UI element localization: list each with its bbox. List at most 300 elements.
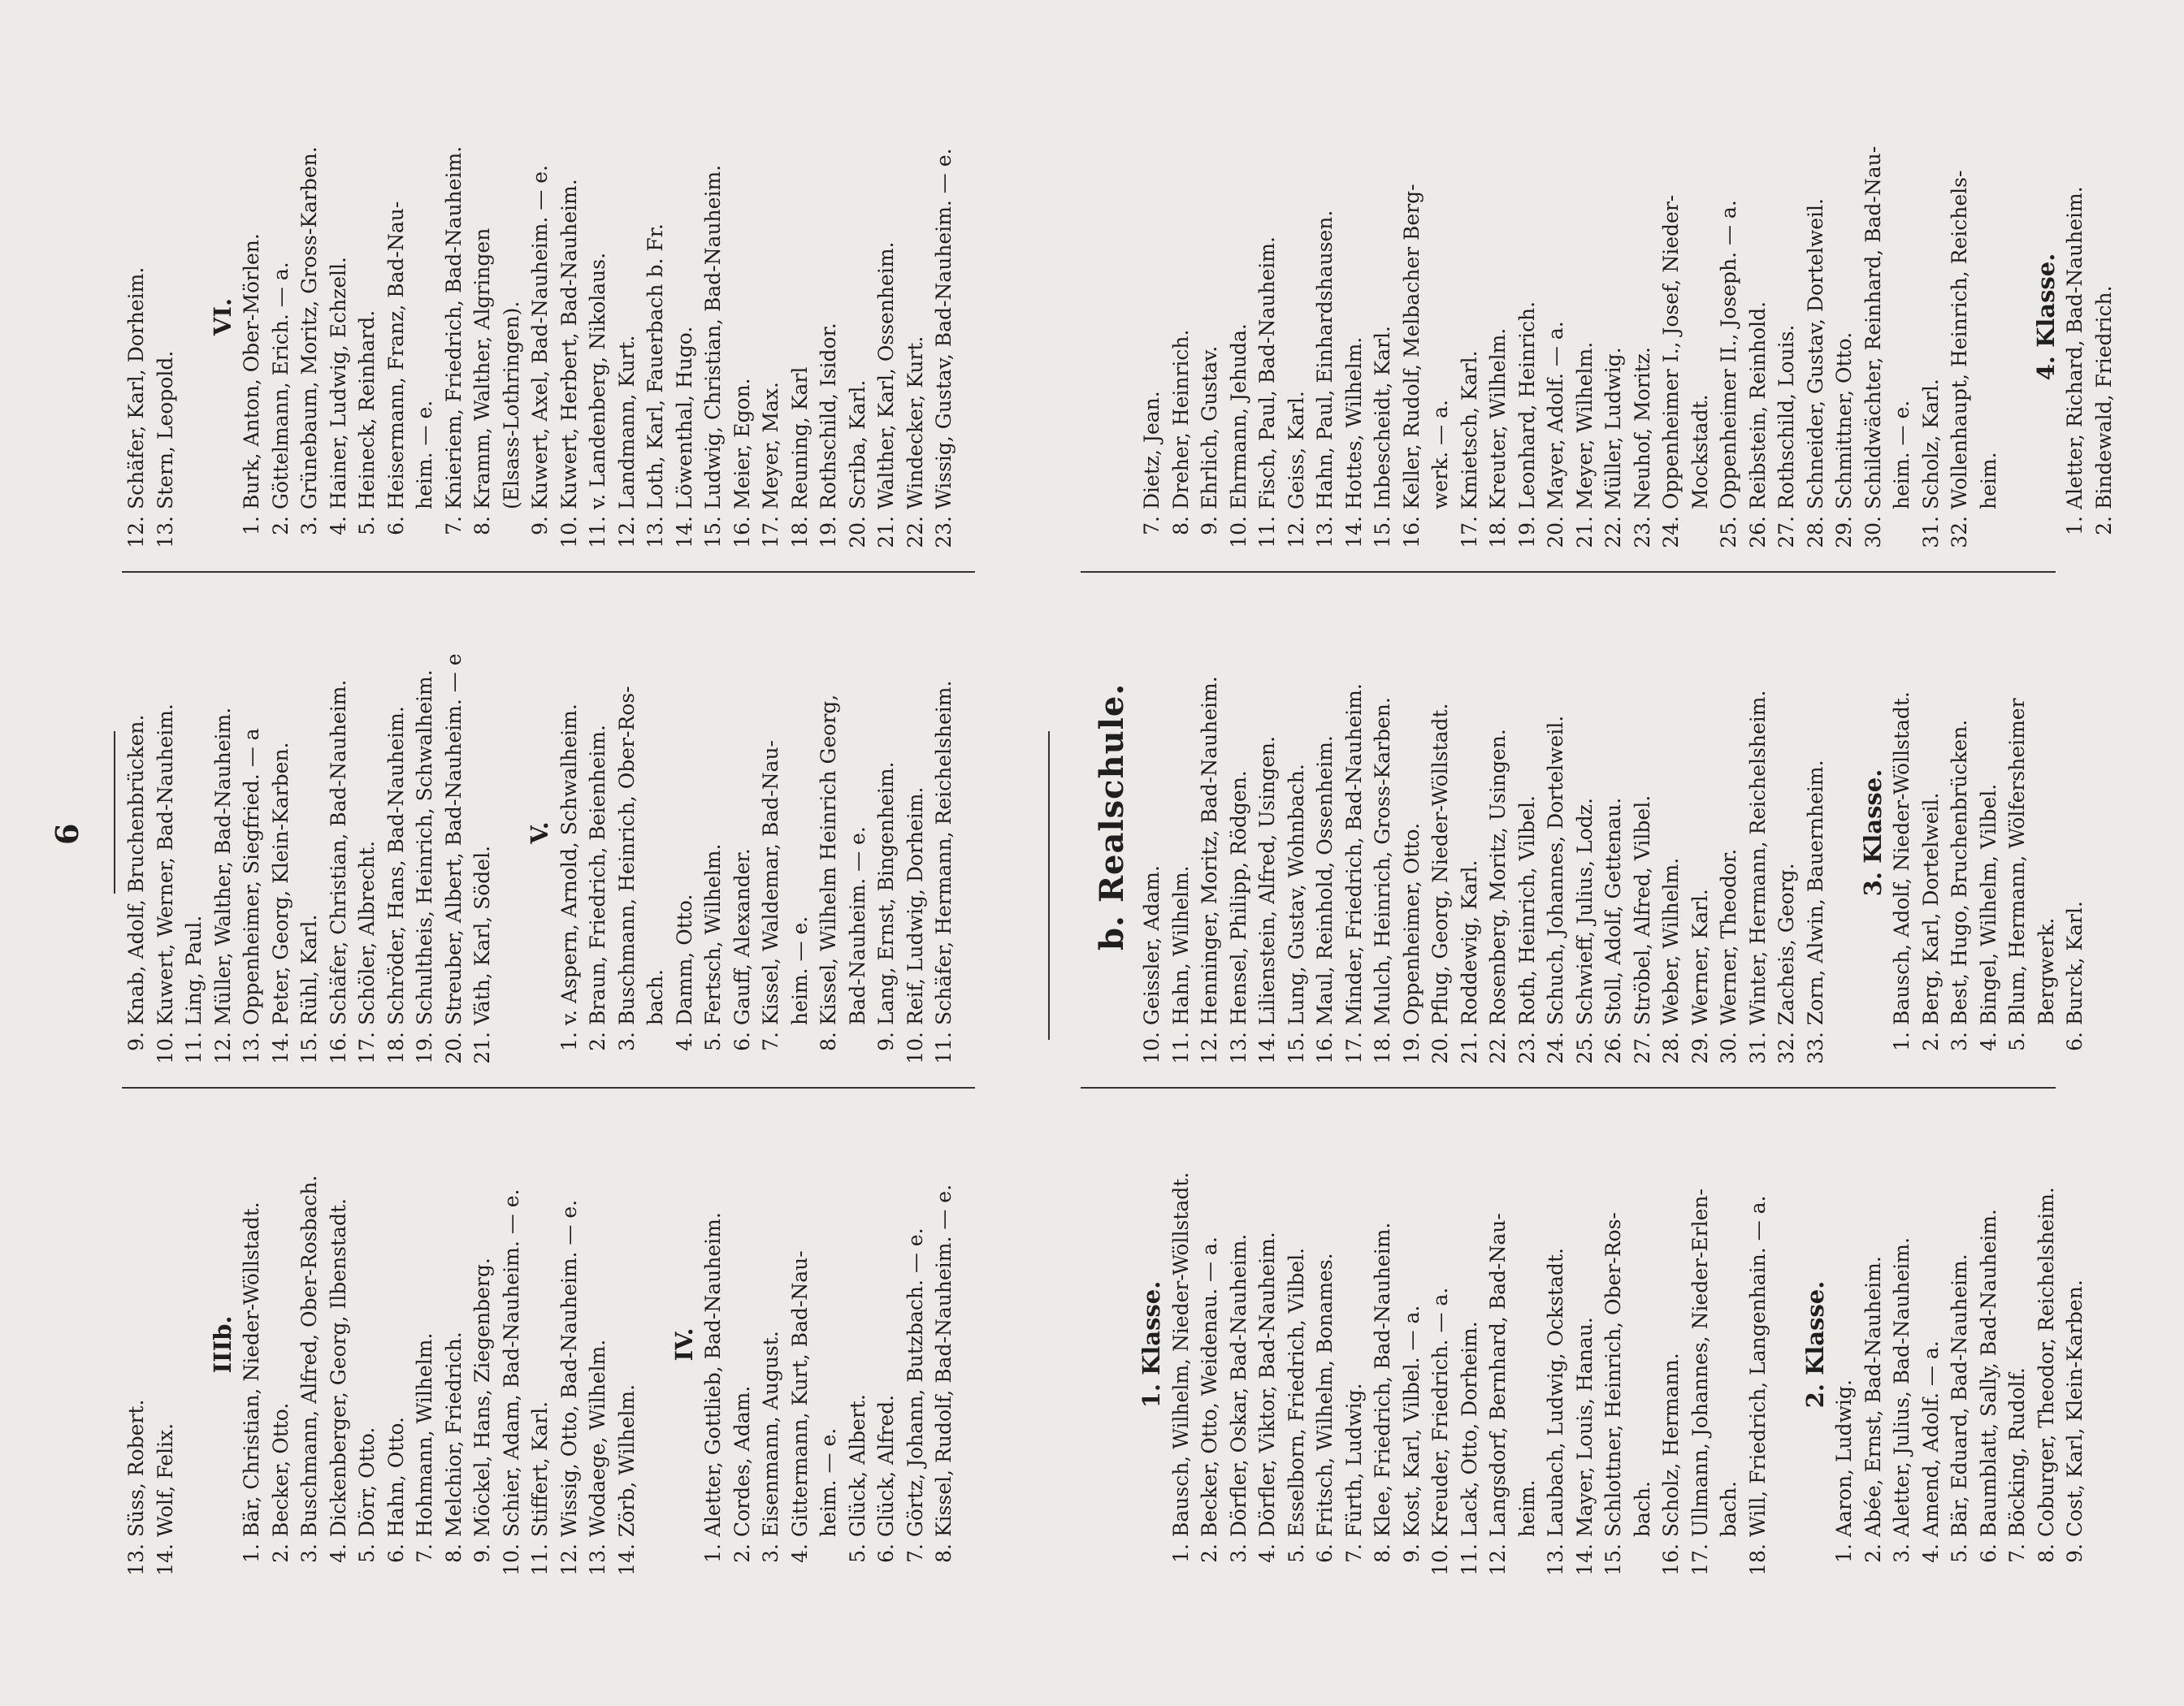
entry-text: bach. xyxy=(1630,1481,1654,1537)
entry-number: 23. xyxy=(932,516,956,548)
entry-text: Melchior, Friedrich. xyxy=(441,1331,466,1537)
entry-number: 6. xyxy=(384,516,408,535)
class-heading: V. xyxy=(526,821,553,844)
entry-number: 10. xyxy=(499,1544,523,1576)
entry-number: 10. xyxy=(153,1032,177,1064)
entry-text: Berg, Karl, Dortelweil. xyxy=(1918,792,1943,1025)
bottom-column-2 xyxy=(1138,593,2090,1072)
entry-number: 1. xyxy=(557,1032,581,1051)
entry-text: Schier, Adam, Bad-Nauheim. — e. xyxy=(499,1189,523,1537)
entry-number: 14. xyxy=(153,1544,177,1576)
entry-number: 21. xyxy=(470,1032,494,1064)
entry-number: 3. xyxy=(614,1032,639,1051)
entry-text: Oppenheimer II., Joseph. — a. xyxy=(1717,200,1740,509)
entry-text: Hottes, Wilhelm. xyxy=(1341,336,1366,509)
list-item xyxy=(1830,1105,1859,1584)
list-item xyxy=(1282,593,1311,1072)
entry-text: Zorn, Alwin, Bauernheim. xyxy=(1803,760,1827,1025)
entry-text: Bär, Eduard, Bad-Nauheim. xyxy=(1948,1254,1971,1537)
entry-number: 4. xyxy=(326,516,350,535)
entry-text: Aletter, Julius, Bad-Nauheim. xyxy=(1890,1237,1913,1537)
list-item xyxy=(583,77,613,556)
entry-number: 20. xyxy=(1544,516,1567,548)
entry-number: 9. xyxy=(2063,1544,2086,1563)
entry-number: 1. xyxy=(1832,1544,1856,1563)
entry-number: 3. xyxy=(1948,1032,1971,1051)
entry-number: 1. xyxy=(240,1544,263,1563)
list-item xyxy=(872,77,901,556)
entry-number: 23. xyxy=(1514,1032,1539,1064)
entry-text: Wolf, Felix. xyxy=(153,1422,177,1537)
list-item xyxy=(699,77,728,556)
entry-number: 11. xyxy=(182,1032,206,1064)
list-item xyxy=(1599,77,1628,556)
entry-number: 2. xyxy=(1198,1544,1221,1563)
list-item xyxy=(1628,593,1658,1072)
list-item xyxy=(1368,593,1398,1072)
list-item xyxy=(1311,593,1340,1072)
entry-number: 2. xyxy=(730,1544,754,1563)
entry-text: Streuber, Albert, Bad-Nauheim. — e xyxy=(441,653,466,1025)
list-item-continuation xyxy=(2032,593,2061,1072)
entry-text: Werner, Theodor. xyxy=(1717,848,1740,1025)
entry-number: 15. xyxy=(701,516,725,548)
list-item xyxy=(843,1105,873,1584)
header-rule xyxy=(114,731,115,894)
list-item-continuation xyxy=(843,593,873,1072)
list-item xyxy=(583,593,613,1072)
entry-number: 26. xyxy=(1601,1032,1625,1064)
entry-text: Bindewald, Friedrich. xyxy=(2091,285,2116,509)
list-item xyxy=(1513,593,1542,1072)
list-item xyxy=(526,77,555,556)
list-item xyxy=(1224,593,1254,1072)
entry-text: Böcking, Rudolf. xyxy=(2005,1367,2029,1537)
top-column-3 xyxy=(122,77,959,556)
entry-text: Schneider, Gustav, Dortelweil. xyxy=(1803,198,1827,509)
list-item xyxy=(1887,593,1917,1072)
entry-number: 17. xyxy=(1457,516,1481,548)
column-divider xyxy=(1081,1087,2056,1089)
list-item xyxy=(1859,1105,1888,1584)
list-item xyxy=(266,77,296,556)
list-item xyxy=(901,77,930,556)
list-item xyxy=(1571,593,1600,1072)
list-item xyxy=(1541,593,1571,1072)
entry-number: 6. xyxy=(2063,1032,2086,1051)
list-item xyxy=(1541,77,1571,556)
entry-number: 31. xyxy=(1918,516,1943,548)
list-item xyxy=(901,1105,930,1584)
entry-text: Gauff, Alexander. xyxy=(730,848,754,1025)
list-item xyxy=(1772,77,1801,556)
list-item xyxy=(468,593,497,1072)
list-item xyxy=(1195,593,1224,1072)
entry-number: 20. xyxy=(1428,1032,1452,1064)
list-item xyxy=(1224,77,1254,556)
entry-number: 8. xyxy=(817,1032,840,1051)
list-item-continuation xyxy=(1628,1105,1658,1584)
entry-text: Ullmann, Johannes, Nieder-Erlen- xyxy=(1688,1189,1712,1537)
list-item xyxy=(209,593,238,1072)
entry-number: 7. xyxy=(1140,516,1164,535)
entry-text: Hahn, Paul, Einhardshausen. xyxy=(1313,210,1337,509)
entry-number: 12. xyxy=(557,1544,581,1576)
entry-text: Bad-Nauheim. — e. xyxy=(845,826,869,1025)
entry-text: Meier, Egon. xyxy=(730,378,754,509)
list-item xyxy=(786,77,815,556)
list-item xyxy=(699,1105,728,1584)
list-item xyxy=(1455,77,1484,556)
list-item xyxy=(1945,77,1974,556)
page-number: 6 xyxy=(49,823,85,845)
list-item xyxy=(930,77,959,556)
entry-number: 32. xyxy=(1948,516,1971,548)
list-item-continuation xyxy=(1513,1105,1542,1584)
entry-text: Müller, Ludwig. xyxy=(1601,347,1625,509)
list-item xyxy=(930,1105,959,1584)
entry-number: 3. xyxy=(297,1544,321,1563)
list-item-continuation xyxy=(1887,77,1917,556)
list-item xyxy=(1599,1105,1628,1584)
entry-text: Aletter, Richard, Bad-Nauheim. xyxy=(2063,186,2086,509)
entry-text: Loth, Karl, Fauerbach b. Fr. xyxy=(644,223,667,509)
list-item xyxy=(1744,77,1773,556)
list-item xyxy=(1138,593,1167,1072)
list-item-continuation xyxy=(641,593,670,1072)
list-item xyxy=(1830,77,1859,556)
entry-text: Damm, Otto. xyxy=(672,894,696,1025)
list-item xyxy=(555,77,584,556)
entry-text: Windecker, Kurt. xyxy=(903,336,927,509)
entry-number: 9. xyxy=(874,1032,898,1051)
list-item xyxy=(1195,77,1224,556)
list-item xyxy=(1368,77,1398,556)
list-item xyxy=(1513,77,1542,556)
entry-text: Becker, Otto. xyxy=(268,1402,292,1537)
entry-text: Walther, Karl, Ossenheim. xyxy=(874,241,898,509)
list-item xyxy=(237,1105,266,1584)
entry-number: 8. xyxy=(1168,516,1193,535)
list-item xyxy=(324,1105,353,1584)
entry-number: 7. xyxy=(759,1032,782,1051)
entry-number: 14. xyxy=(1572,1544,1597,1576)
entry-number: 14. xyxy=(614,1544,639,1576)
list-item xyxy=(1484,593,1513,1072)
entry-number: 7. xyxy=(441,516,466,535)
list-item xyxy=(237,593,266,1072)
entry-number: 33. xyxy=(1803,1032,1827,1064)
entry-text: Amend, Adolf. — a. xyxy=(1918,1340,1943,1537)
entry-text: Langsdorf, Bernhard, Bad-Nau- xyxy=(1486,1213,1510,1537)
entry-text: Dietz, Jean. xyxy=(1140,391,1164,509)
entry-text: Lang, Ernst, Bingenheim. xyxy=(874,761,898,1025)
list-item xyxy=(843,77,873,556)
list-item xyxy=(1859,77,1888,556)
list-item xyxy=(122,77,151,556)
entry-number: 13. xyxy=(1313,516,1337,548)
list-item xyxy=(440,77,469,556)
entry-text: Weber, Wilhelm. xyxy=(1659,857,1683,1025)
list-item xyxy=(2060,1105,2090,1584)
list-item xyxy=(440,593,469,1072)
entry-number: 4. xyxy=(1918,1544,1943,1563)
entry-text: Mayer, Adolf. — a. xyxy=(1544,321,1567,509)
entry-number: 8. xyxy=(1371,1544,1394,1563)
list-item-continuation xyxy=(1426,77,1455,556)
entry-text: Mockstadt. xyxy=(1688,394,1712,509)
entry-text: Hohmann, Wilhelm. xyxy=(413,1332,436,1537)
entry-number: 7. xyxy=(1341,1544,1366,1563)
list-item xyxy=(1657,1105,1686,1584)
entry-text: Dickenberger, Georg, Ilbenstadt. xyxy=(326,1198,350,1537)
list-item xyxy=(151,77,180,556)
entry-text: Inbescheidt, Karl. xyxy=(1371,326,1394,509)
entry-number: 19. xyxy=(1399,1032,1424,1064)
entry-number: 16. xyxy=(1313,1032,1337,1064)
entry-text: heim. xyxy=(1976,452,2000,509)
entry-text: Fertsch, Wilhelm. xyxy=(701,843,725,1025)
entry-text: Coburger, Theodor, Reichelsheim. xyxy=(2034,1187,2058,1537)
list-item xyxy=(756,1105,786,1584)
entry-number: 22. xyxy=(903,516,927,548)
list-item xyxy=(1917,593,1946,1072)
entry-number: 27. xyxy=(1630,1032,1654,1064)
class-heading: 1. Klasse. xyxy=(1138,1280,1165,1409)
entry-text: Schwieff, Julius, Lodz. xyxy=(1572,798,1597,1025)
entry-number: 1. xyxy=(2063,516,2086,535)
entry-number: 14. xyxy=(1255,1032,1279,1064)
entry-text: Reibstein, Reinhold. xyxy=(1745,301,1770,509)
entry-number: 3. xyxy=(1226,1544,1250,1563)
entry-number: 13. xyxy=(1226,1032,1250,1064)
list-item xyxy=(468,1105,497,1584)
entry-text: Schildwächter, Reinhard, Bad-Nau- xyxy=(1861,145,1885,509)
entry-number: 12. xyxy=(614,516,639,548)
entry-number: 13. xyxy=(124,1544,148,1576)
entry-text: Stoll, Adolf, Gettenau. xyxy=(1601,797,1625,1025)
entry-number: 21. xyxy=(1457,1032,1481,1064)
entry-text: Dörr, Otto. xyxy=(355,1427,379,1537)
list-item xyxy=(1138,77,1167,556)
list-item xyxy=(266,1105,296,1584)
entry-text: Fisch, Paul, Bad-Nauheim. xyxy=(1255,236,1279,509)
list-item xyxy=(1398,77,1427,556)
list-item xyxy=(295,1105,324,1584)
entry-number: 26. xyxy=(1745,516,1770,548)
entry-number: 12. xyxy=(124,516,148,548)
list-item xyxy=(1599,593,1628,1072)
entry-number: 6. xyxy=(1313,1544,1337,1563)
list-item xyxy=(613,593,642,1072)
entry-number: 21. xyxy=(874,516,898,548)
list-item xyxy=(555,1105,584,1584)
entry-text: Glück, Alfred. xyxy=(874,1394,898,1537)
entry-text: Maul, Reinhold, Ossenheim. xyxy=(1313,735,1337,1025)
list-item xyxy=(1484,77,1513,556)
column-divider xyxy=(122,571,975,573)
entry-text: Braun, Friedrich, Beienheim. xyxy=(586,725,609,1025)
list-item xyxy=(1253,77,1282,556)
list-item xyxy=(1744,593,1773,1072)
entry-text: Stern, Leopold. xyxy=(153,350,177,509)
list-item xyxy=(1917,1105,1946,1584)
entry-text: Laubach, Ludwig, Ockstadt. xyxy=(1544,1248,1567,1537)
entry-number: 17. xyxy=(1688,1544,1712,1576)
entry-text: Väth, Karl, Södel. xyxy=(470,845,494,1025)
entry-text: Cost, Karl, Klein-Karben. xyxy=(2063,1280,2086,1537)
entry-number: 31. xyxy=(1745,1032,1770,1064)
entry-number: 1. xyxy=(1890,1032,1913,1051)
entry-text: Schlottner, Heinrich, Ober-Ros- xyxy=(1601,1212,1625,1537)
entry-text: Scholz, Hermann. xyxy=(1659,1353,1683,1537)
entry-text: Bär, Christian, Nieder-Wöllstadt. xyxy=(240,1202,263,1537)
entry-number: 12. xyxy=(210,1032,235,1064)
entry-text: werk. — a. xyxy=(1428,400,1452,509)
entry-text: Meyer, Wilhelm. xyxy=(1572,341,1597,509)
list-item xyxy=(266,593,296,1072)
entry-number: 14. xyxy=(672,516,696,548)
class-heading: 2. Klasse. xyxy=(1800,1280,1829,1409)
entry-text: Kuwert, Werner, Bad-Nauheim. xyxy=(153,704,177,1025)
entry-number: 25. xyxy=(1572,1032,1597,1064)
entry-number: 11. xyxy=(932,1032,956,1064)
bottom-column-1 xyxy=(1138,1105,2090,1584)
list-item xyxy=(382,1105,411,1584)
entry-number: 7. xyxy=(2005,1544,2029,1563)
list-item xyxy=(728,593,757,1072)
list-item xyxy=(1340,1105,1369,1584)
entry-text: Fritsch, Wilhelm, Bonames. xyxy=(1313,1253,1337,1537)
entry-text: bach. xyxy=(1717,1481,1740,1537)
list-item xyxy=(151,593,180,1072)
list-item xyxy=(382,593,411,1072)
list-item xyxy=(1974,593,2004,1072)
entry-text: Kissel, Waldemar, Bad-Nau- xyxy=(759,739,782,1025)
entry-number: 4. xyxy=(787,1544,812,1563)
entry-number: 2. xyxy=(268,516,292,535)
list-item xyxy=(1714,593,1744,1072)
entry-text: Schöler, Albrecht. xyxy=(355,840,379,1025)
list-item xyxy=(1541,1105,1571,1584)
list-item xyxy=(670,77,700,556)
entry-number: 2. xyxy=(1861,1544,1885,1563)
list-item xyxy=(872,1105,901,1584)
entry-text: Leonhard, Heinrich. xyxy=(1514,301,1539,509)
list-item xyxy=(1253,593,1282,1072)
entry-number: 7. xyxy=(903,1544,927,1563)
entry-text: Kmietsch, Karl. xyxy=(1457,350,1481,509)
entry-number: 1. xyxy=(240,516,263,535)
entry-number: 9. xyxy=(1198,516,1221,535)
entry-text: Lung, Gustav, Wohnbach. xyxy=(1284,764,1308,1025)
list-item xyxy=(497,1105,526,1584)
entry-number: 2. xyxy=(586,1032,609,1051)
entry-number: 14. xyxy=(1341,516,1366,548)
list-item xyxy=(1657,77,1686,556)
spacer xyxy=(1830,593,1859,1072)
list-item xyxy=(440,1105,469,1584)
entry-text: Becker, Otto, Weidenau. — a. xyxy=(1198,1236,1221,1537)
entry-text: Buschmann, Heinrich, Ober-Ros- xyxy=(614,686,639,1025)
entry-text: Winter, Hermann, Reichelsheim. xyxy=(1745,690,1770,1025)
entry-text: Möckel, Hans, Ziegenberg. xyxy=(470,1258,494,1537)
list-item xyxy=(670,593,700,1072)
entry-text: Lack, Otto, Dorheim. xyxy=(1457,1321,1481,1537)
entry-number: 5. xyxy=(1284,1544,1308,1563)
entry-text: Löwenthal, Hugo. xyxy=(672,326,696,509)
spacer xyxy=(180,1105,209,1584)
entry-text: Rühl, Karl. xyxy=(297,914,321,1025)
list-item xyxy=(1484,1105,1513,1584)
entry-number: 14. xyxy=(268,1032,292,1064)
list-item xyxy=(2003,593,2032,1072)
entry-text: Bingel, Wilhelm, Vilbel. xyxy=(1976,783,2000,1025)
entry-number: 1. xyxy=(1168,1544,1193,1563)
entry-text: Blum, Hermann, Wölfersheimer xyxy=(2005,698,2029,1025)
entry-text: Burk, Anton, Ober-Mörlen. xyxy=(240,233,263,509)
list-item xyxy=(756,77,786,556)
entry-text: Oppenheimer, Siegfried. — a xyxy=(240,728,263,1025)
entry-text: Aaron, Ludwig. xyxy=(1832,1379,1856,1537)
list-item xyxy=(1282,1105,1311,1584)
list-item xyxy=(295,77,324,556)
entry-number: 17. xyxy=(355,1032,379,1064)
entry-number: 10. xyxy=(1140,1032,1164,1064)
entry-text: Heineck, Reinhard. xyxy=(355,310,379,509)
entry-text: bach. xyxy=(644,969,667,1025)
entry-text: Minder, Friedrich, Bad-Nauheim. xyxy=(1341,683,1366,1025)
entry-text: (Elsass-Lothringen). xyxy=(499,301,523,509)
entry-number: 3. xyxy=(759,1544,782,1563)
list-item-continuation xyxy=(1714,1105,1744,1584)
list-item xyxy=(410,593,440,1072)
entry-number: 5. xyxy=(355,1544,379,1563)
entry-text: heim. — e. xyxy=(413,400,436,509)
entry-number: 4. xyxy=(672,1032,696,1051)
entry-number: 22. xyxy=(1601,516,1625,548)
list-item xyxy=(410,1105,440,1584)
entry-text: Abée, Ernst, Bad-Nauheim. xyxy=(1861,1256,1885,1537)
entry-text: Knieriem, Friedrich, Bad-Nauheim. xyxy=(441,145,466,509)
entry-number: 27. xyxy=(1774,516,1798,548)
list-item xyxy=(1311,77,1340,556)
entry-text: Oppenheimer, Otto. xyxy=(1399,822,1424,1025)
entry-number: 13. xyxy=(644,516,667,548)
entry-text: Rothschild, Louis. xyxy=(1774,324,1798,509)
list-item xyxy=(1195,1105,1224,1584)
entry-number: 13. xyxy=(586,1544,609,1576)
entry-number: 24. xyxy=(1659,516,1683,548)
top-column-1 xyxy=(122,1105,959,1584)
entry-text: Baumblatt, Sally, Bad-Nauheim. xyxy=(1976,1209,2000,1537)
entry-text: Kost, Karl, Vilbel. — a. xyxy=(1399,1305,1424,1537)
list-item xyxy=(1887,1105,1917,1584)
entry-text: Kuwert, Herbert, Bad-Nauheim. xyxy=(557,179,581,509)
entry-number: 3. xyxy=(297,516,321,535)
entry-text: Ströbel, Alfred, Vilbel. xyxy=(1630,795,1654,1025)
entry-text: Scriba, Karl. xyxy=(845,379,869,509)
list-item xyxy=(1224,1105,1254,1584)
entry-number: 5. xyxy=(355,516,379,535)
list-item xyxy=(1571,77,1600,556)
entry-text: Schmittner, Otto. xyxy=(1832,331,1856,509)
entry-text: Scholz, Karl. xyxy=(1918,379,1943,509)
entry-number: 24. xyxy=(1544,1032,1567,1064)
list-item xyxy=(122,1105,151,1584)
entry-number: 5. xyxy=(2005,1032,2029,1051)
list-item xyxy=(1398,1105,1427,1584)
